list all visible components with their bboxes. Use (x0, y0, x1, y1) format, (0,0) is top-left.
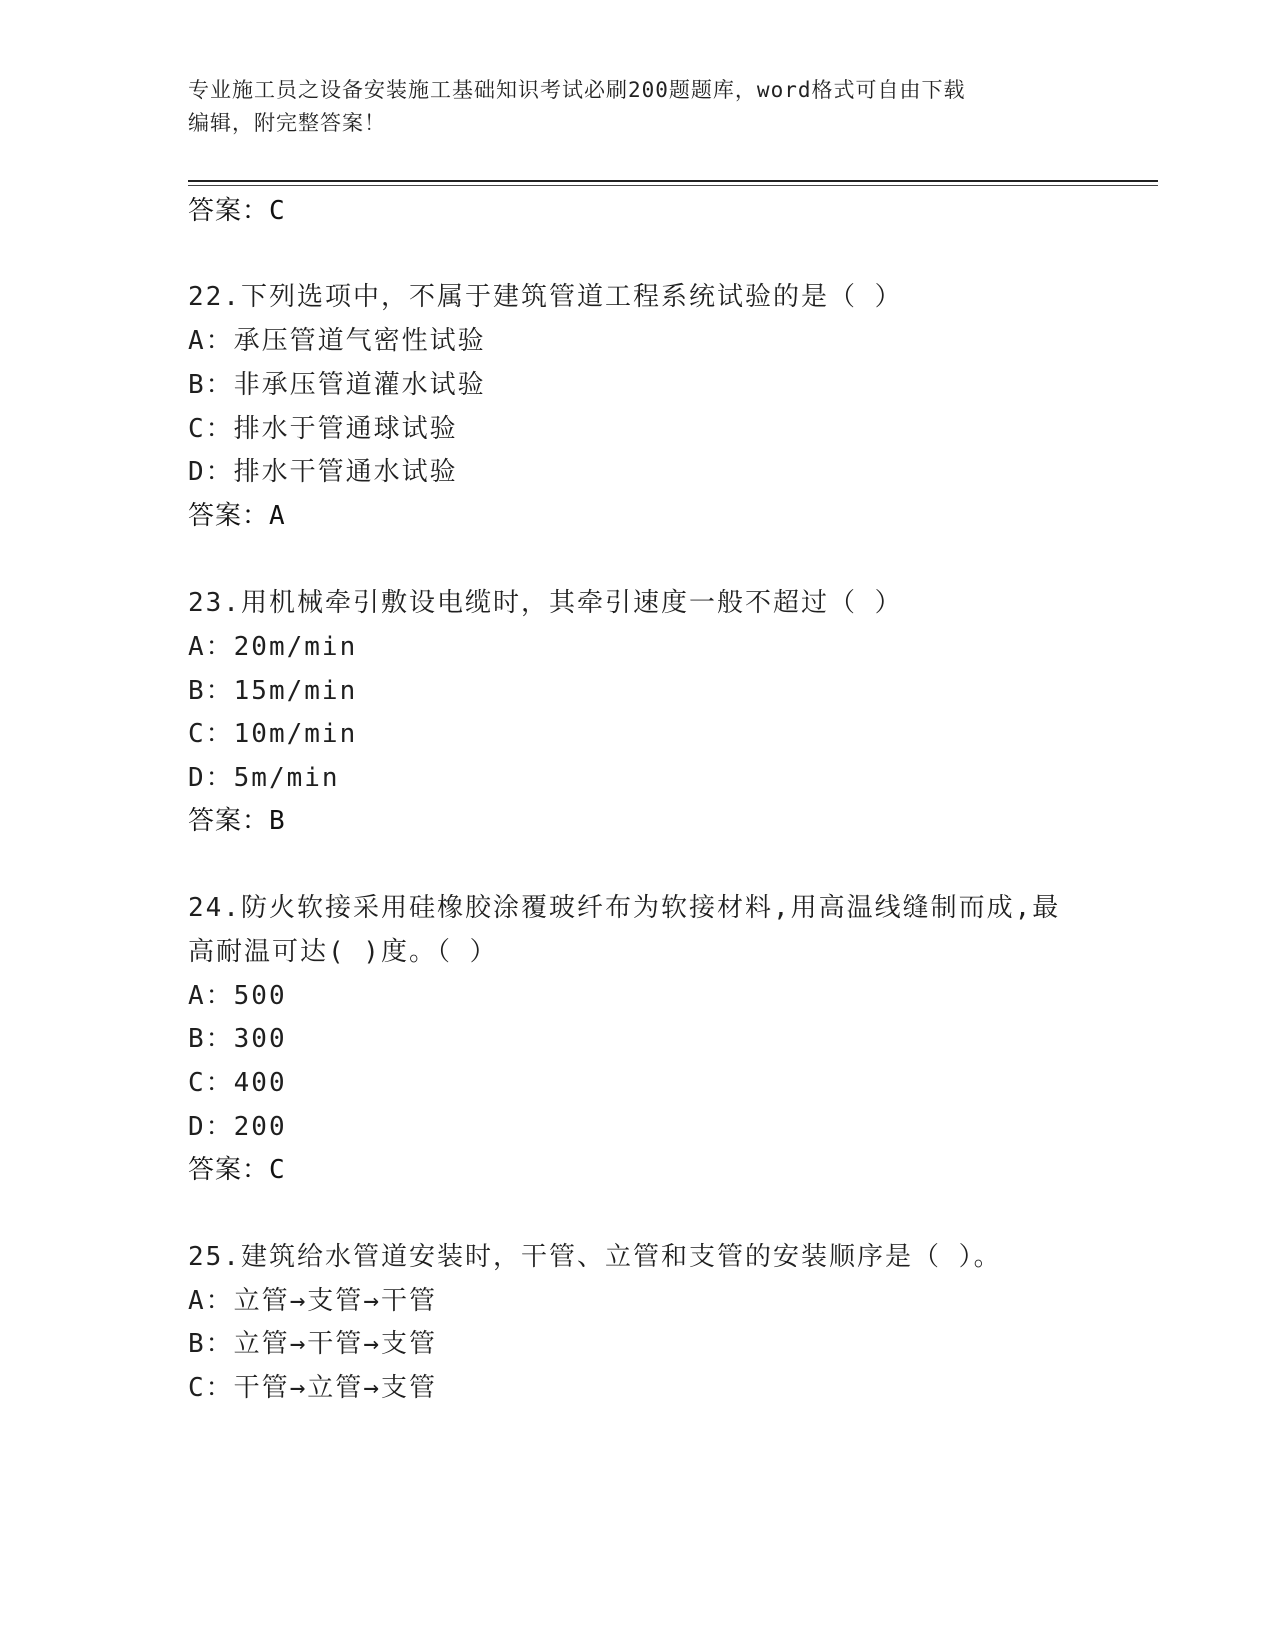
question-option: B：立管→干管→支管 (188, 1329, 437, 1359)
question-option: A：承压管道气密性试验 (188, 326, 486, 356)
answer-value: C (269, 1155, 286, 1185)
answer-value: A (269, 501, 286, 531)
question-stem: 23.用机械牵引敷设电缆时，其牵引速度一般不超过（ ） (188, 588, 903, 618)
header-divider (188, 180, 1158, 182)
question-option: A：20m/min (188, 632, 358, 662)
question-stem-continued: 高耐温可达( )度。（ ） (188, 937, 498, 967)
answer-line: 答案：C (188, 196, 286, 226)
question-option: C：干管→立管→支管 (188, 1373, 437, 1403)
question-option: B：非承压管道灌水试验 (188, 370, 486, 400)
header-line-2: 编辑，附完整答案！ (188, 111, 386, 135)
question-option: C：10m/min (188, 719, 358, 749)
answer-value: C (269, 196, 286, 226)
answer-line: 答案：A (188, 501, 286, 531)
question-option: A：立管→支管→干管 (188, 1286, 437, 1316)
document-header (188, 74, 1088, 140)
answer-line: 答案：C (188, 1155, 286, 1185)
question-stem: 22.下列选项中，不属于建筑管道工程系统试验的是（ ） (188, 282, 903, 312)
question-option: D：200 (188, 1112, 287, 1142)
header-line-1: 专业施工员之设备安装施工基础知识考试必刷200题题库，word格式可自由下载 (188, 78, 966, 102)
answer-value: B (269, 806, 286, 836)
question-option: B：15m/min (188, 676, 358, 706)
question-stem: 24.防火软接采用硅橡胶涂覆玻纤布为软接材料,用高温线缝制而成,最 (188, 893, 1061, 923)
question-option: D：排水干管通水试验 (188, 457, 458, 487)
question-option: C：排水于管通球试验 (188, 414, 458, 444)
question-option: A：500 (188, 981, 287, 1011)
question-option: B：300 (188, 1024, 287, 1054)
question-stem: 25.建筑给水管道安装时，干管、立管和支管的安装顺序是（ ）。 (188, 1242, 1002, 1272)
question-option: D：5m/min (188, 763, 340, 793)
answer-line: 答案：B (188, 806, 286, 836)
question-option: C：400 (188, 1068, 287, 1098)
header-divider-thin (188, 185, 1158, 186)
